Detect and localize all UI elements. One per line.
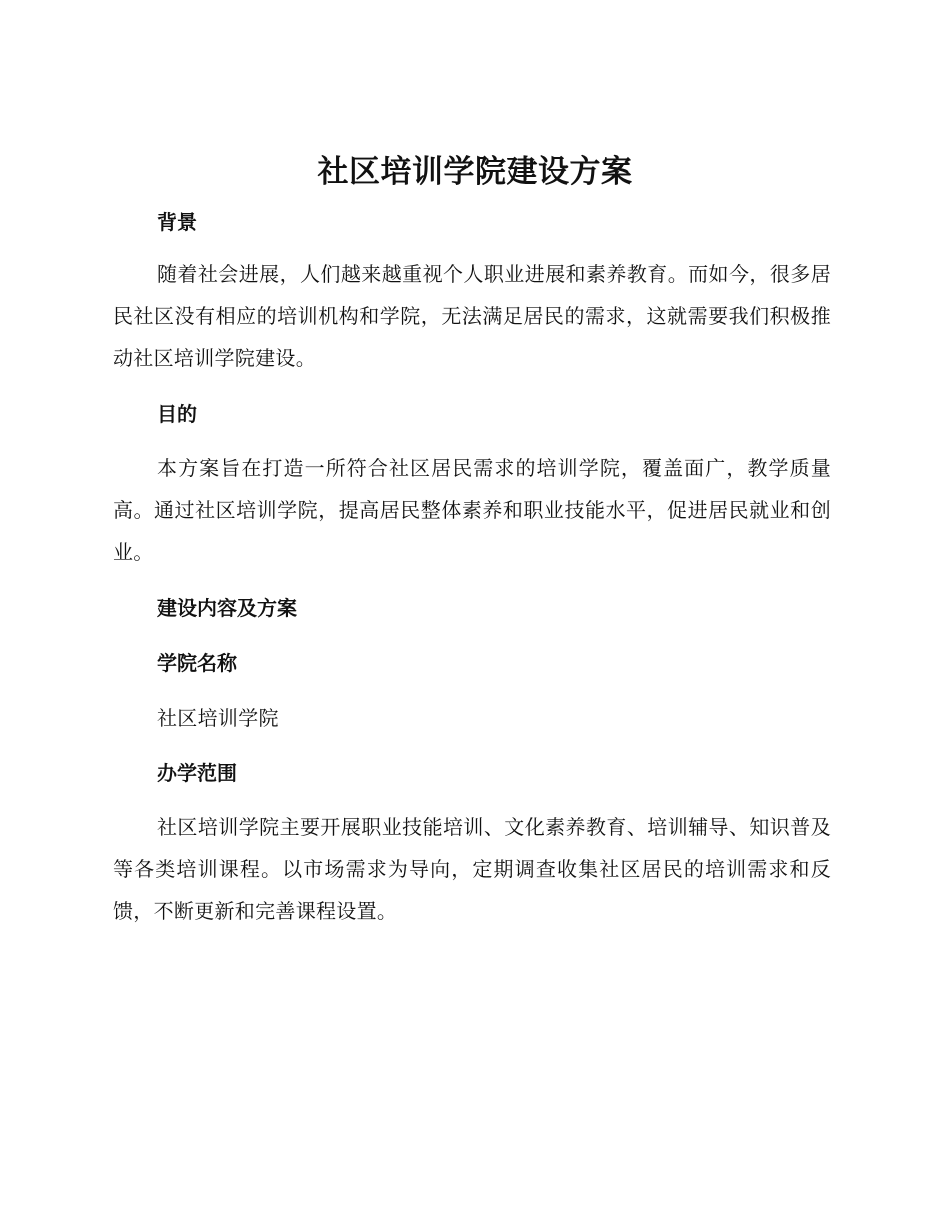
section-heading-background: 背景 [157, 210, 197, 234]
section-heading-construction-content: 建设内容及方案 [157, 596, 297, 620]
section-heading-scope: 办学范围 [157, 761, 237, 785]
paragraph-background: 随着社会进展，人们越来越重视个人职业进展和素养教育。而如今，很多居民社区没有相应的培训机构和学院，无法满足居民的需求，这就需要我们积极推动社区培训学院建设。 [113, 262, 831, 370]
document-title: 社区培训学院建设方案 [317, 154, 633, 190]
paragraph-purpose: 本方案旨在打造一所符合社区居民需求的培训学院，覆盖面广，教学质量高。通过社区培训学院，提高居民整体素养和职业技能水平，促进居民就业和创业。 [113, 456, 831, 564]
section-heading-college-name: 学院名称 [157, 651, 237, 675]
paragraph-scope: 社区培训学院主要开展职业技能培训、文化素养教育、培训辅导、知识普及等各类培训课程。以市场需求为导向，定期调查收集社区居民的培训需求和反馈，不断更新和完善课程设置。 [113, 815, 831, 923]
college-name-value: 社区培训学院 [157, 706, 279, 730]
section-heading-purpose: 目的 [157, 402, 197, 426]
